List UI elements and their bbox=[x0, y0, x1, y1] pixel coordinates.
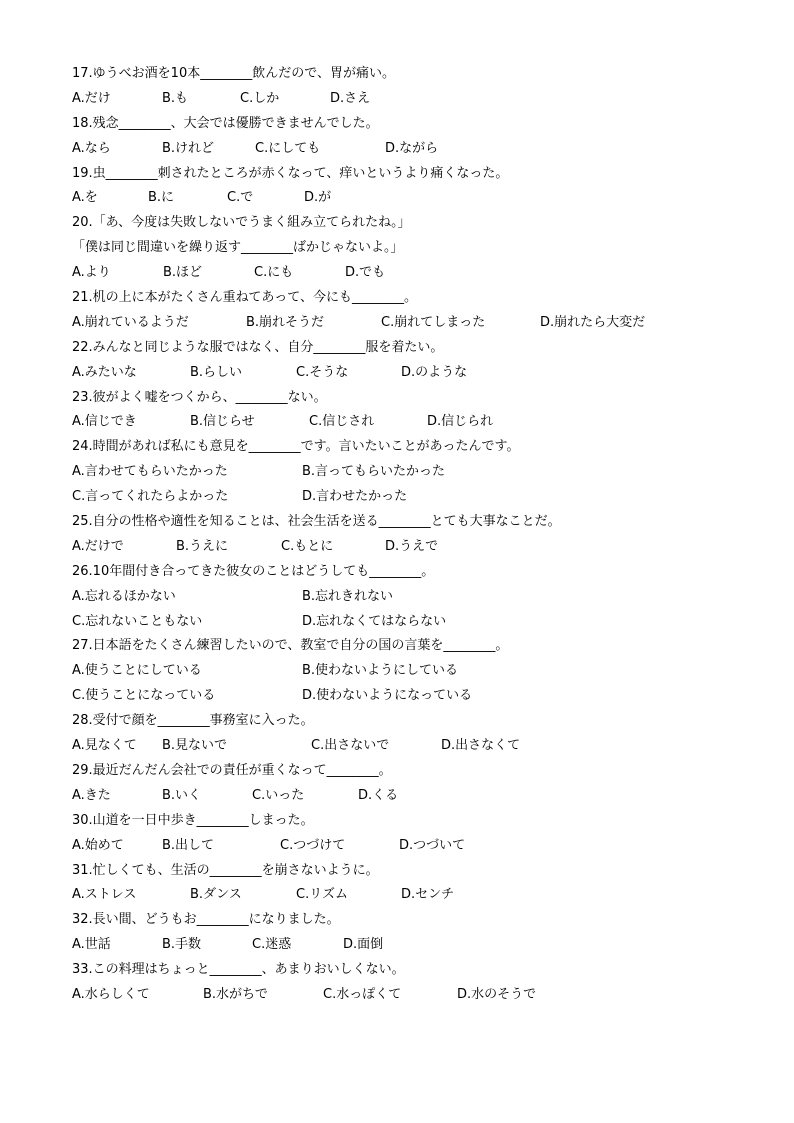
options-row bbox=[72, 410, 752, 435]
options-row bbox=[72, 659, 752, 684]
answer-option: C.にしても bbox=[255, 140, 321, 156]
question-text: 「僕は同じ間違いを繰り返す________ばかじゃないよ。」 bbox=[72, 240, 404, 256]
answer-option: D.水のそうで bbox=[457, 986, 537, 1002]
question-text: 21.机の上に本がたくさん重ねてあって、今にも________。 bbox=[72, 290, 417, 306]
question-text: 31.忙しくても、生活の________を崩さないように。 bbox=[72, 862, 379, 878]
answer-option: D.センチ bbox=[401, 887, 455, 903]
question-block bbox=[72, 958, 752, 1008]
answer-option: C.迷惑 bbox=[252, 937, 292, 953]
question-text: 22.みんなと同じような服ではなく、自分________服を着たい。 bbox=[72, 339, 444, 355]
answer-option: D.忘れなくてはならない bbox=[302, 613, 447, 629]
question-block bbox=[72, 809, 752, 859]
answer-option: C.使うことになっている bbox=[72, 688, 216, 704]
options-row bbox=[72, 684, 752, 709]
question-text: 19.虫________刺されたところが赤くなって、痒いというより痛くなった。 bbox=[72, 165, 509, 181]
answer-option: B.いく bbox=[162, 787, 202, 803]
answer-option: C.しか bbox=[240, 90, 280, 106]
answer-option: D.さえ bbox=[330, 90, 371, 106]
question-text: 30.山道を一日中歩き________しまった。 bbox=[72, 812, 314, 828]
answer-option: C.言ってくれたらよかった bbox=[72, 489, 229, 505]
answer-option: A.きた bbox=[72, 787, 111, 803]
answer-option: D.が bbox=[304, 190, 332, 206]
answer-option: D.面倒 bbox=[343, 937, 384, 953]
question-block bbox=[72, 634, 752, 709]
question-text: 29.最近だんだん会社での責任が重くなって________。 bbox=[72, 762, 392, 778]
answer-option: A.言わせてもらいたかった bbox=[72, 464, 228, 480]
answer-option: D.出さなくて bbox=[441, 738, 521, 754]
options-row bbox=[72, 311, 752, 336]
answer-option: B.出して bbox=[162, 837, 215, 853]
question-text: 28.受付で顔を________事務室に入った。 bbox=[72, 713, 314, 729]
answer-option: B.らしい bbox=[190, 364, 243, 380]
answer-option: A.始めて bbox=[72, 837, 124, 853]
question-text: 27.日本語をたくさん練習したいので、教室で自分の国の言葉を________。 bbox=[72, 638, 509, 654]
answer-option: B.に bbox=[148, 190, 175, 206]
question-sheet bbox=[72, 62, 752, 1008]
question-text: 20.「あ、今度は失敗しないでうまく組み立てられたね。」 bbox=[72, 215, 411, 231]
answer-option: C.忘れないこともない bbox=[72, 613, 203, 629]
question-block bbox=[72, 386, 752, 436]
answer-option: A.だけ bbox=[72, 90, 111, 106]
answer-option: A.みたいな bbox=[72, 364, 137, 380]
answer-option: C.出さないで bbox=[311, 738, 390, 754]
options-row bbox=[72, 87, 752, 112]
answer-option: D.使わないようになっている bbox=[302, 688, 473, 704]
answer-option: B.ダンス bbox=[190, 887, 242, 903]
options-row bbox=[72, 460, 752, 485]
answer-option: C.そうな bbox=[296, 364, 349, 380]
answer-option: C.つづけて bbox=[280, 837, 346, 853]
answer-option: B.信じらせ bbox=[190, 414, 255, 430]
answer-option: D.言わせたかった bbox=[302, 489, 408, 505]
answer-option: C.水っぽくて bbox=[323, 986, 402, 1002]
question-block bbox=[72, 435, 752, 510]
answer-option: D.うえで bbox=[385, 538, 439, 554]
answer-option: A.より bbox=[72, 265, 111, 281]
question-block bbox=[72, 859, 752, 909]
question-block bbox=[72, 112, 752, 162]
answer-option: A.使うことにしている bbox=[72, 663, 202, 679]
options-row bbox=[72, 361, 752, 386]
answer-option: A.なら bbox=[72, 140, 111, 156]
question-block bbox=[72, 211, 752, 286]
answer-option: A.世話 bbox=[72, 937, 111, 953]
question-text: 26.10年間付き合ってきた彼女のことはどうしても________。 bbox=[72, 563, 435, 579]
answer-option: C.にも bbox=[254, 265, 294, 281]
options-row bbox=[72, 933, 752, 958]
options-row bbox=[72, 883, 752, 908]
answer-option: D.くる bbox=[358, 787, 399, 803]
answer-option: B.見ないで bbox=[162, 738, 228, 754]
options-row bbox=[72, 137, 752, 162]
options-row bbox=[72, 261, 752, 286]
answer-option: B.言ってもらいたかった bbox=[302, 464, 446, 480]
question-block bbox=[72, 336, 752, 386]
question-block bbox=[72, 908, 752, 958]
answer-option: B.崩れそうだ bbox=[246, 314, 325, 330]
answer-option: B.も bbox=[162, 90, 189, 106]
answer-option: D.ながら bbox=[385, 140, 439, 156]
answer-option: A.信じでき bbox=[72, 414, 137, 430]
answer-option: C.崩れてしまった bbox=[381, 314, 486, 330]
answer-option: D.崩れたら大変だ bbox=[540, 314, 646, 330]
answer-option: A.忘れるほかない bbox=[72, 588, 176, 604]
answer-option: C.信じされ bbox=[309, 414, 375, 430]
answer-option: C.リズム bbox=[296, 887, 348, 903]
answer-option: A.だけで bbox=[72, 538, 124, 554]
answer-option: C.もとに bbox=[281, 538, 334, 554]
answer-option: B.水がちで bbox=[203, 986, 268, 1002]
options-row bbox=[72, 585, 752, 610]
question-text: 18.残念________、大会では優勝できませんでした。 bbox=[72, 115, 379, 131]
question-block bbox=[72, 62, 752, 112]
question-block bbox=[72, 162, 752, 212]
answer-option: C.で bbox=[227, 190, 254, 206]
options-row bbox=[72, 610, 752, 635]
options-row bbox=[72, 983, 752, 1008]
question-block bbox=[72, 560, 752, 635]
question-text: 24.時間があれば私にも意見を________です。言いたいことがあったんです。 bbox=[72, 439, 520, 455]
question-block bbox=[72, 709, 752, 759]
options-row bbox=[72, 784, 752, 809]
answer-option: B.けれど bbox=[162, 140, 215, 156]
question-block bbox=[72, 286, 752, 336]
question-block bbox=[72, 759, 752, 809]
answer-option: A.ストレス bbox=[72, 887, 137, 903]
options-row bbox=[72, 535, 752, 560]
question-text: 32.長い間、どうもお________になりました。 bbox=[72, 912, 340, 928]
options-row bbox=[72, 734, 752, 759]
options-row bbox=[72, 186, 752, 211]
answer-option: C.いった bbox=[252, 787, 305, 803]
answer-option: A.水らしくて bbox=[72, 986, 150, 1002]
answer-option: B.手数 bbox=[162, 937, 202, 953]
question-text: 33.この料理はちょっと________、あまりおいしくない。 bbox=[72, 962, 405, 978]
answer-option: A.崩れているようだ bbox=[72, 314, 189, 330]
question-text: 23.彼がよく嘘をつくから、________ない。 bbox=[72, 389, 327, 405]
answer-option: D.信じられ bbox=[427, 414, 494, 430]
answer-option: B.忘れきれない bbox=[302, 588, 394, 604]
question-text: 17.ゆうべお酒を10本________飲んだので、胃が痛い。 bbox=[72, 66, 395, 81]
question-text: 25.自分の性格や適性を知ることは、社会生活を送る________とても大事なことだ。 bbox=[72, 514, 561, 530]
question-block bbox=[72, 510, 752, 560]
answer-option: D.のような bbox=[401, 364, 468, 380]
answer-option: B.うえに bbox=[176, 538, 229, 554]
answer-option: B.ほど bbox=[163, 265, 203, 281]
answer-option: A.見なくて bbox=[72, 738, 137, 754]
answer-option: D.つづいて bbox=[399, 837, 466, 853]
options-row bbox=[72, 485, 752, 510]
options-row bbox=[72, 834, 752, 859]
answer-option: B.使わないようにしている bbox=[302, 663, 459, 679]
answer-option: D.でも bbox=[345, 265, 386, 281]
answer-option: A.を bbox=[72, 190, 98, 206]
